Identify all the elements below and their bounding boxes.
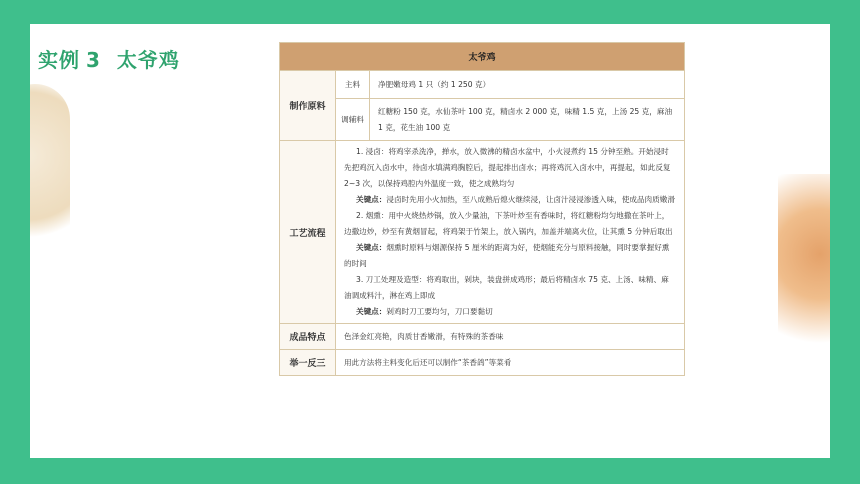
process-key-2 (344, 240, 676, 272)
aux-ingredient-text: 红糖粉 150 克，水仙茶叶 100 克，精卤水 2 000 克，味精 1.5 克，上汤 25 克，麻油 1 克，花生油 100 克 (370, 99, 685, 141)
decorative-food-image-left (30, 84, 70, 264)
key-text: 剁鸡时刀工要均匀，刀口要黏切 (386, 307, 493, 316)
process-key-1 (344, 192, 676, 208)
features-text: 色泽金红亮艳，肉质甘香嫩滑，有特殊的茶香味 (336, 324, 685, 350)
key-label: 关键点： (356, 307, 387, 316)
title-prefix: 实例 (38, 48, 80, 72)
process-step-3: 3. 刀工处理及造型：将鸡取出，剁块，装盘拼成鸡形；最后将精卤水 75 克、上汤、味精、麻油调成料汁，淋在鸡上即成 (344, 275, 669, 300)
title-number: 3 (86, 48, 101, 72)
key-label: 关键点： (356, 243, 387, 252)
category-materials: 制作原料 (280, 71, 336, 141)
recipe-table (279, 42, 685, 376)
category-features: 成品特点 (280, 324, 336, 350)
title-dish: 太爷鸡 (116, 48, 180, 72)
decorative-flower-image-right (778, 174, 830, 374)
category-process: 工艺流程 (280, 141, 336, 324)
label-aux-ingredient: 调辅料 (336, 99, 370, 141)
label-main-ingredient: 主料 (336, 71, 370, 99)
process-cell (336, 141, 685, 324)
page-title (38, 44, 180, 73)
process-step-1: 1. 浸卤：将鸡宰杀洗净，掸水，放入微沸的精卤水盆中，小火浸煮约 15 分钟至熟。开始浸时先把鸡沉入卤水中，待卤水填满鸡胸腔后，提起排出卤水；再将鸡沉入卤水中，再提起，如此反复 2~3 次，以保持鸡腔内外温度一致，使之成熟均匀 (344, 147, 671, 188)
extend-text: 用此方法将主料变化后还可以制作“茶香鸽”等菜肴 (336, 350, 685, 376)
slide (30, 24, 830, 458)
process-step-2: 2. 烟熏：用中火烧热炒锅，放入少量油，下茶叶炒至有香味时，将红糖粉均匀地撒在茶叶上，边撒边炒，炒至有黄烟冒起，将鸡架于竹架上，放入锅内，加盖并端离火位，让其熏 5 分钟后取出 (344, 211, 673, 236)
key-label: 关键点： (356, 195, 387, 204)
process-key-3 (344, 304, 676, 320)
main-ingredient-text: 净肥嫩母鸡 1 只（约 1 250 克） (370, 71, 685, 99)
key-text: 烟熏时原料与烟源保持 5 厘米的距离为好，使烟能充分与原料接触，同时要掌握好熏的时间 (344, 243, 670, 268)
key-text: 浸卤时先用小火加热，至八成熟后熄火继续浸，让卤汁浸浸渗透入味，使成品肉质嫩滑 (386, 195, 675, 204)
table-header: 太爷鸡 (280, 43, 685, 71)
category-extend: 举一反三 (280, 350, 336, 376)
